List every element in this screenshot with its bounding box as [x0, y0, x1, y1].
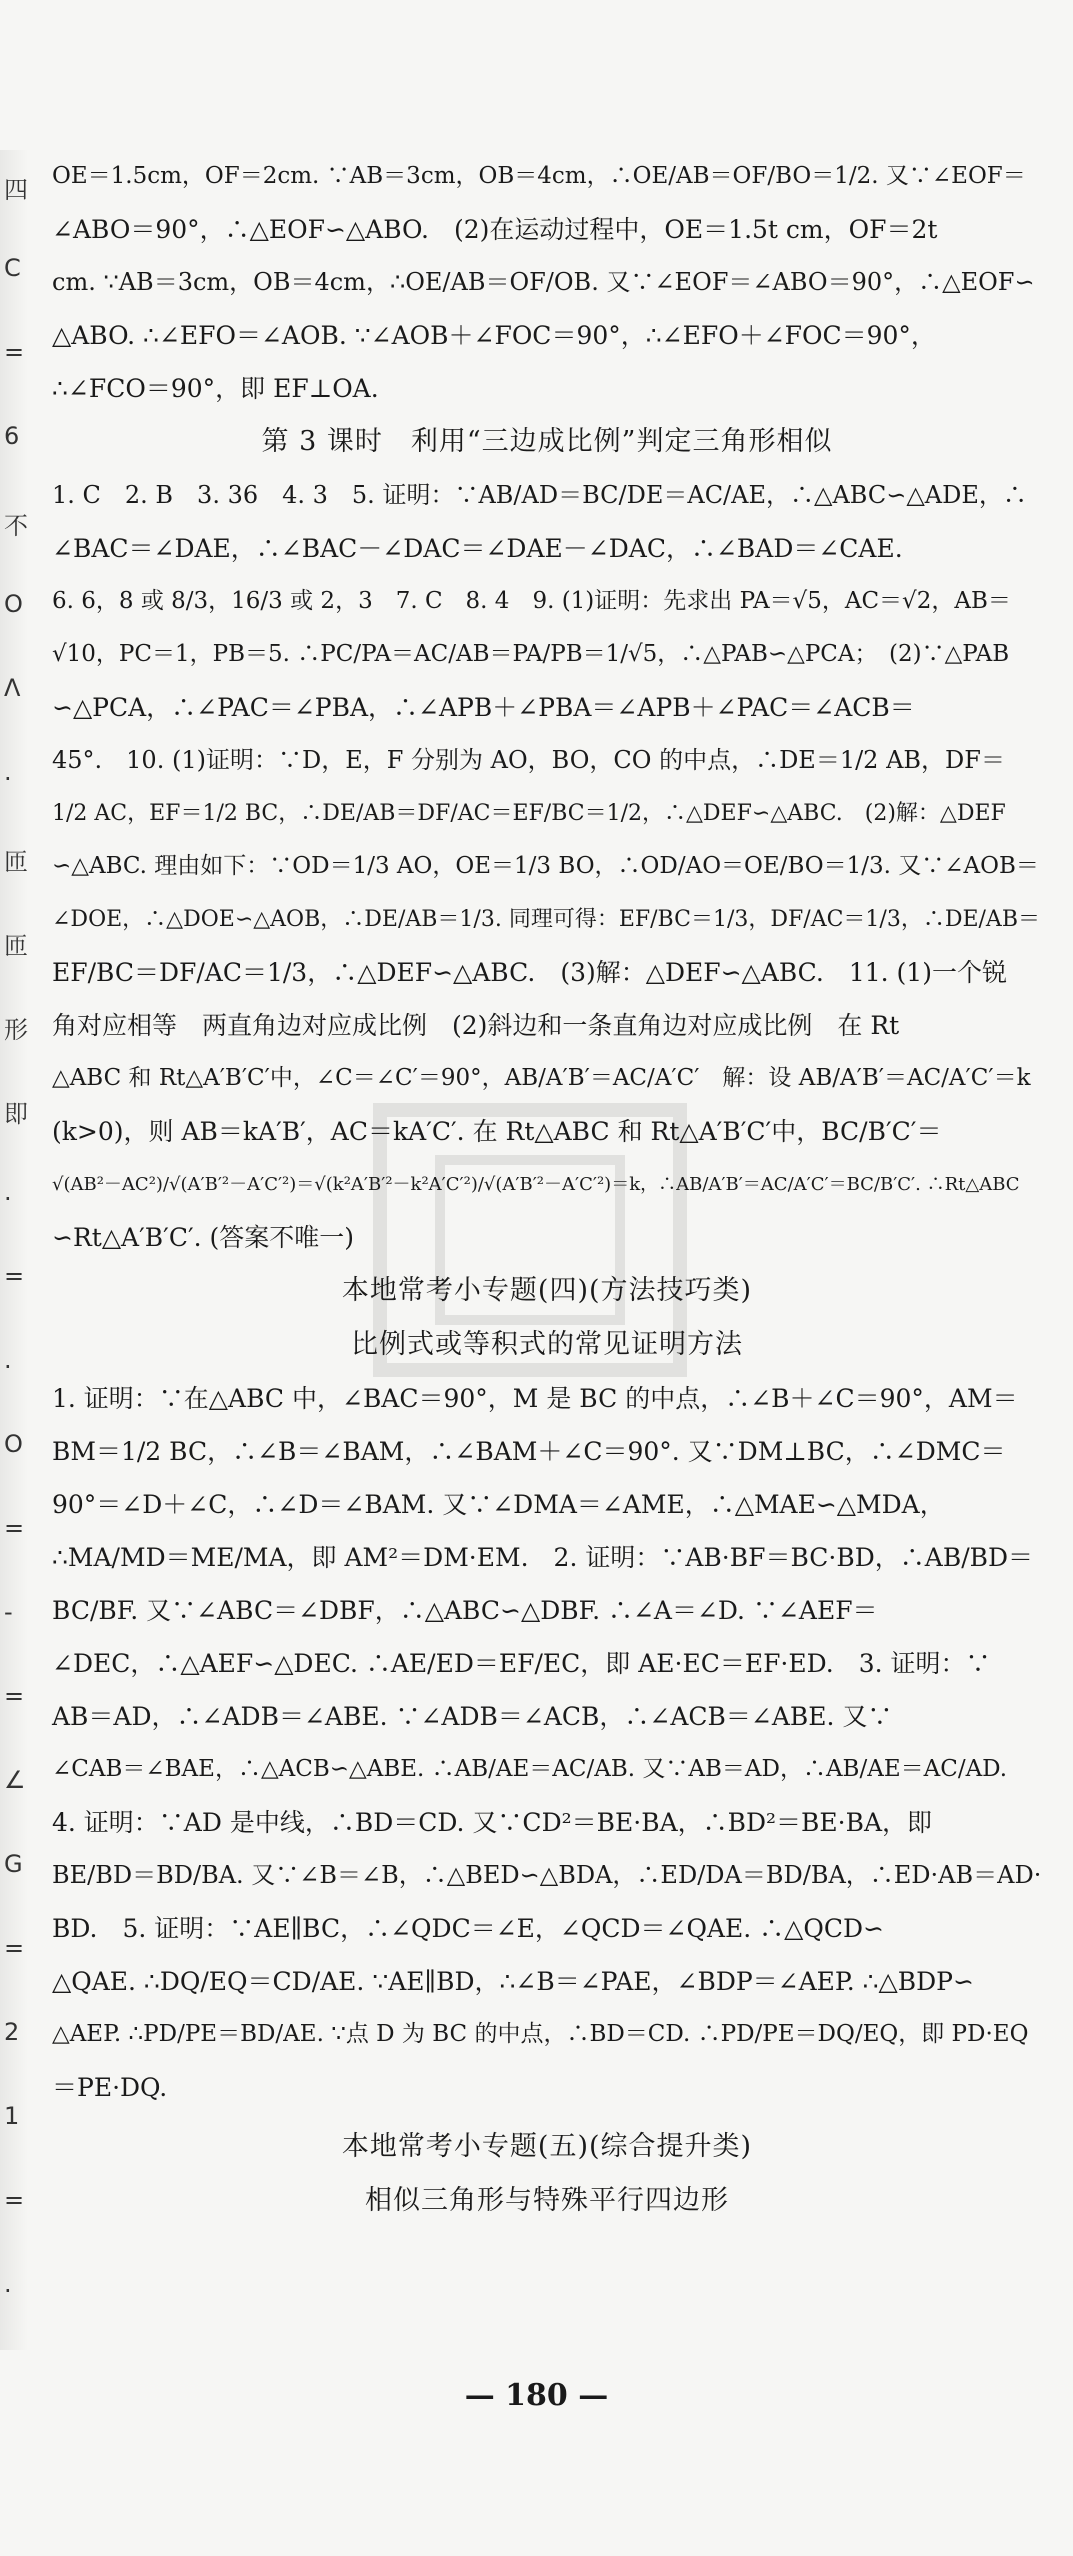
- answer-line: BC/BF. 又∵∠ABC＝∠DBF，∴△ABC∽△DBF. ∴∠A＝∠D. ∵∠AEF＝: [52, 1596, 878, 1625]
- margin-char: ∠: [4, 1766, 26, 1794]
- section-title-topic-4: 本地常考小专题(四)(方法技巧类): [341, 1275, 753, 1306]
- answer-line: △AEP. ∴PD/PE＝BD/AE. ∵点 D 为 BC 的中点，∴BD＝CD. ∴PD/PE＝DQ/EQ，即 PD·EQ: [52, 2021, 1029, 2047]
- section-title-topic-5: 本地常考小专题(五)(综合提升类): [341, 2131, 753, 2162]
- answer-line: BM＝1/2 BC，∴∠B＝∠BAM，∴∠BAM＋∠C＝90°. 又∵DM⊥BC，∴∠DMC＝: [52, 1437, 1006, 1466]
- section-subtitle-topic-4: 比例式或等积式的常见证明方法: [351, 1329, 743, 1360]
- answer-line: EF/BC＝DF/AC＝1/3，∴△DEF∽△ABC. (3)解：△DEF∽△ABC. 11. (1)一个锐: [52, 958, 1007, 987]
- margin-char: .: [4, 758, 12, 786]
- margin-char: C: [4, 254, 21, 282]
- answer-line: ∠DEC，∴△AEF∽△DEC. ∴AE/ED＝EF/EC，即 AE·EC＝EF·ED. 3. 证明：∵: [52, 1649, 991, 1678]
- margin-char: .: [4, 2270, 12, 2298]
- answer-line: AB＝AD，∴∠ADB＝∠ABE. ∵∠ADB＝∠ACB，∴∠ACB＝∠ABE. 又∵: [52, 1702, 893, 1731]
- margin-char: .: [4, 1178, 12, 1206]
- answer-line: △ABO. ∴∠EFO＝∠AOB. ∵∠AOB＋∠FOC＝90°，∴∠EFO＋∠FOC＝90°，: [52, 321, 936, 350]
- answer-line: ∴∠FCO＝90°，即 EF⊥OA.: [52, 374, 379, 403]
- margin-char: 即: [4, 1100, 28, 1128]
- margin-char: 匝: [4, 848, 28, 876]
- margin-char: 6: [4, 422, 20, 450]
- answer-line: BE/BD＝BD/BA. 又∵∠B＝∠B，∴△BED∽△BDA，∴ED/DA＝BD/BA，∴ED·AB＝AD·: [52, 1861, 1042, 1889]
- margin-char: Λ: [4, 674, 21, 702]
- margin-char: =: [4, 1514, 25, 1542]
- answer-line: ＝PE·DQ.: [52, 2073, 168, 2102]
- margin-char: =: [4, 2186, 25, 2214]
- answer-line: 45°. 10. (1)证明：∵D，E，F 分别为 AO，BO，CO 的中点，∴DE＝1/2 AB，DF＝: [52, 746, 1005, 774]
- answer-line: 4. 证明：∵AD 是中线，∴BD＝CD. 又∵CD²＝BE·BA，∴BD²＝BE·BA，即: [52, 1808, 933, 1837]
- margin-char: 形: [4, 1016, 28, 1044]
- margin-char: =: [4, 1682, 25, 1710]
- lesson-3-answers: [52, 469, 1042, 1264]
- answer-line: 1. C 2. B 3. 36 4. 3 5. 证明：∵AB/AD＝BC/DE＝AC/AE，∴△ABC∽△ADE，∴: [52, 481, 1027, 509]
- answer-line: ∽△ABC. 理由如下：∵OD＝1/3 AO，OE＝1/3 BO，∴OD/AO＝OE/BO＝1/3. 又∵∠AOB＝: [52, 853, 1039, 879]
- answer-line: 1. 证明：∵在△ABC 中，∠BAC＝90°，M 是 BC 的中点，∴∠B＋∠C＝90°，AM＝: [52, 1384, 1018, 1413]
- answer-line: ∠BAC＝∠DAE，∴∠BAC－∠DAC＝∠DAE－∠DAC，∴∠BAD＝∠CAE.: [52, 534, 903, 563]
- answer-line: ∠DOE，∴△DOE∽△AOB，∴DE/AB＝1/3. 同理可得：EF/BC＝1/3，DF/AC＝1/3，∴DE/AB＝: [52, 907, 1040, 932]
- answer-line: cm. ∵AB＝3cm，OB＝4cm，∴OE/AB＝OF/OB. 又∵∠EOF＝∠ABO＝90°，∴△EOF∽: [52, 268, 1035, 296]
- margin-char: 不: [4, 512, 28, 540]
- answer-line: 1/2 AC，EF＝1/2 BC，∴DE/AB＝DF/AC＝EF/BC＝1/2，∴△DEF∽△ABC. (2)解：△DEF: [52, 801, 1006, 826]
- margin-char: 2: [4, 2018, 20, 2046]
- answer-line: √(AB²－AC²)/√(A′B′²－A′C′²)＝√(k²A′B′²－k²A′C′²)/√(A′B′²－A′C′²)＝k，∴AB/A′B′＝AC/A′C′＝BC/B′C′. ∴Rt△ABC: [52, 1174, 1020, 1195]
- topic-4-answers: [52, 1372, 1042, 2114]
- margin-char: =: [4, 1262, 25, 1290]
- margin-char: G: [4, 1850, 23, 1878]
- margin-char: 1: [4, 2102, 20, 2130]
- answer-line: 90°＝∠D＋∠C，∴∠D＝∠BAM. 又∵∠DMA＝∠AME，∴△MAE∽△MDA，: [52, 1490, 945, 1519]
- margin-char: O: [4, 1430, 23, 1458]
- binding-margin: [0, 150, 28, 2350]
- margin-char: .: [4, 1346, 12, 1374]
- page-number: — 180 —: [464, 2378, 609, 2413]
- answer-line: 角对应相等 两直角边对应成比例 (2)斜边和一条直角边对应成比例 在 Rt: [52, 1011, 900, 1040]
- margin-char: 匝: [4, 932, 28, 960]
- margin-char: =: [4, 1934, 25, 1962]
- answer-line: √10，PC＝1，PB＝5. ∴PC/PA＝AC/AB＝PA/PB＝1/√5，∴△PAB∽△PCA； (2)∵△PAB: [52, 641, 1010, 667]
- margin-char: -: [4, 1598, 13, 1626]
- answer-line: ∠ABO＝90°，∴△EOF∽△ABO. (2)在运动过程中，OE＝1.5t cm，OF＝2t: [52, 215, 938, 244]
- answer-line: ∴MA/MD＝ME/MA，即 AM²＝DM·EM. 2. 证明：∵AB·BF＝BC·BD，∴AB/BD＝: [52, 1543, 1034, 1572]
- answer-line: ∠CAB＝∠BAE，∴△ACB∽△ABE. ∴AB/AE＝AC/AB. 又∵AB＝AD，∴AB/AE＝AC/AD.: [52, 1756, 1008, 1782]
- answer-line: △QAE. ∴DQ/EQ＝CD/AE. ∵AE∥BD，∴∠B＝∠PAE，∠BDP＝∠AEP. ∴△BDP∽: [52, 1967, 974, 1996]
- answer-line: OE＝1.5cm，OF＝2cm. ∵AB＝3cm，OB＝4cm，∴OE/AB＝OF/BO＝1/2. 又∵∠EOF＝: [52, 163, 1026, 189]
- answer-line: ∽Rt△A′B′C′. (答案不唯一): [52, 1223, 355, 1252]
- section-subtitle-topic-5: 相似三角形与特殊平行四边形: [365, 2185, 729, 2216]
- intro-block: [52, 150, 1042, 415]
- answer-content: [52, 150, 1042, 2228]
- margin-char: =: [4, 338, 25, 366]
- answer-line: △ABC 和 Rt△A′B′C′中，∠C＝∠C′＝90°，AB/A′B′＝AC/A′C′ 解：设 AB/A′B′＝AC/A′C′＝k: [52, 1065, 1031, 1091]
- section-title-lesson-3: 第 3 课时 利用“三边成比例”判定三角形相似: [261, 426, 833, 457]
- margin-char: 四: [4, 176, 28, 204]
- answer-line: (k>0)，则 AB＝kA′B′，AC＝kA′C′. 在 Rt△ABC 和 Rt△A′B′C′中，BC/B′C′＝: [52, 1117, 942, 1146]
- answer-line: 6. 6，8 或 8/3，16/3 或 2，3 7. C 8. 4 9. (1)证明：先求出 PA＝√5，AC＝√2，AB＝: [52, 588, 1011, 614]
- answer-line: BD. 5. 证明：∵AE∥BC，∴∠QDC＝∠E，∠QCD＝∠QAE. ∴△QCD∽: [52, 1914, 884, 1943]
- margin-char: O: [4, 590, 23, 618]
- answer-line: ∽△PCA，∴∠PAC＝∠PBA，∴∠APB＋∠PBA＝∠APB＋∠PAC＝∠ACB＝: [52, 693, 915, 722]
